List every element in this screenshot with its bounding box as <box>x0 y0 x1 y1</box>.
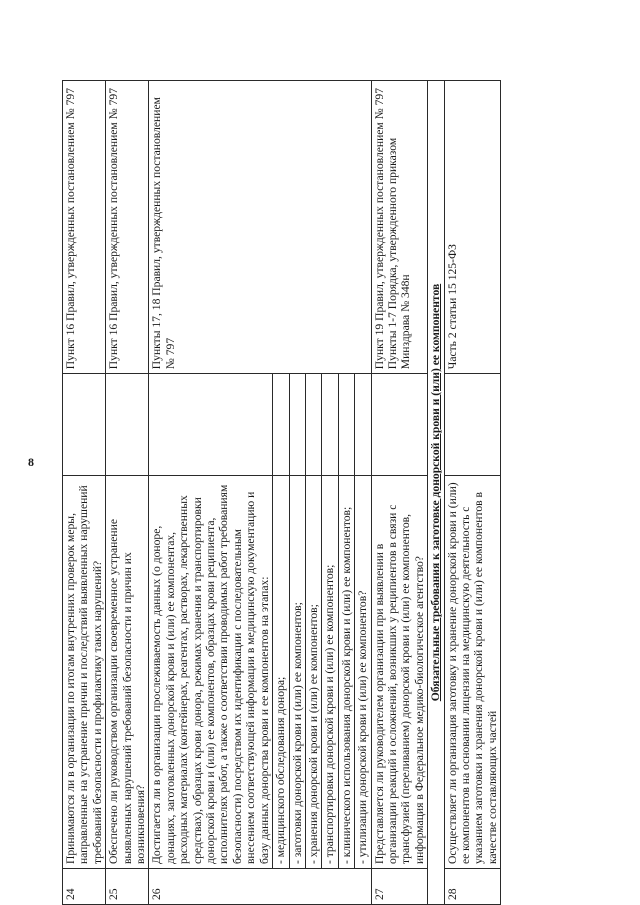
answer-cell <box>106 374 149 475</box>
section-header-row <box>428 81 444 905</box>
answer-cell <box>273 374 289 475</box>
sub-item: - заготовки донорской крови и (или) ее компонентов; <box>289 475 305 868</box>
sub-item: - транспортировки донорской крови и (или) ее компонентов; <box>322 475 338 868</box>
table-row <box>149 81 273 905</box>
reference-cell: Пункты 17, 18 Правил, утвержденных постановлением № 797 <box>149 81 371 374</box>
row-number: 25 <box>106 869 149 905</box>
answer-cell <box>322 374 338 475</box>
table-row <box>371 81 428 905</box>
row-number: 28 <box>444 869 501 905</box>
reference-line: Пункты 1-7 Порядка, утвержденного приказом Минздрава № 348н <box>385 137 413 370</box>
sub-item: - утилизации донорской крови и (или) ее компонентов? <box>355 475 371 868</box>
reference-cell: Пункт 16 Правил, утвержденных постановлением № 797 <box>106 81 149 374</box>
table-row <box>444 81 501 905</box>
answer-cell <box>338 374 354 475</box>
answer-cell <box>371 374 428 475</box>
answer-cell <box>289 374 305 475</box>
table-row <box>106 81 149 905</box>
answer-cell <box>444 374 501 475</box>
section-title: Обязательные требования к заготовке донорской крови и (или) ее компонентов <box>428 81 444 905</box>
question-cell: Представляется ли руководителем организации при выявлении в организации реакций и осложнений, возникших у реципиентов в связи с трансфузией (переливанием) донорской крови и (или) ее компонентов, информация в Федеральное медико-биологическое агентство? <box>371 475 428 868</box>
table-row <box>63 81 106 905</box>
row-number: 26 <box>149 869 371 905</box>
page-number: 8 <box>28 455 34 469</box>
answer-cell <box>355 374 371 475</box>
rotated-page-frame <box>62 80 547 905</box>
sub-item: - медицинского обследования донора; <box>273 475 289 868</box>
question-cell: Осуществляет ли организация заготовку и хранение донорской крови и (или) ее компонентов на основании лицензии на медицинскую деятельность с указанием заготовки и хранения донорской крови и (или) ее компонентов в качестве составляющих частей <box>444 475 501 868</box>
row-number: 24 <box>63 869 106 905</box>
row-number: 27 <box>371 869 428 905</box>
sub-item: - клинического использования донорской крови и (или) ее компонентов; <box>338 475 354 868</box>
checklist-table <box>62 80 501 905</box>
question-cell: Достигается ли в организации прослеживаемость данных (о доноре, донациях, заготовленных донорской крови и (или) ее компонентах, расходных материалах (контейнерах, реагентах, растворах, лекарственных средствах), образцах крови донора, режимах хранения и транспортировки донорской крови и (или) ее компонентов, образцах крови реципиента, исполнителях работ, а также о соответствии проводимых работ требованиям безопасности) посредством их идентификации с последовательным внесением соответствующей информации в медицинскую документацию и базу данных донорства крови и ее компонентов на этапах: <box>149 475 273 868</box>
reference-cell: Пункт 16 Правил, утвержденных постановлением № 797 <box>63 81 106 374</box>
answer-cell <box>305 374 321 475</box>
checklist-document <box>62 80 547 905</box>
reference-cell <box>371 81 428 374</box>
answer-cell <box>63 374 106 475</box>
question-cell: Обеспечено ли руководством организации своевременное устранение выявленных нарушений требований безопасности и причин их возникновения? <box>106 475 149 868</box>
reference-cell: Часть 2 статьи 15 125-ФЗ <box>444 81 501 374</box>
answer-cell <box>149 374 273 475</box>
reference-line: Пункт 19 Правил, утвержденных постановлением № 797 <box>372 87 386 370</box>
sub-item: - хранения донорской крови и (или) ее компонентов; <box>305 475 321 868</box>
question-cell: Принимаются ли в организации по итогам внутренних проверок меры, направленные на устранение причин и последствий выявленных нарушений требований безопасности и профилактику таких нарушений? <box>63 475 106 868</box>
